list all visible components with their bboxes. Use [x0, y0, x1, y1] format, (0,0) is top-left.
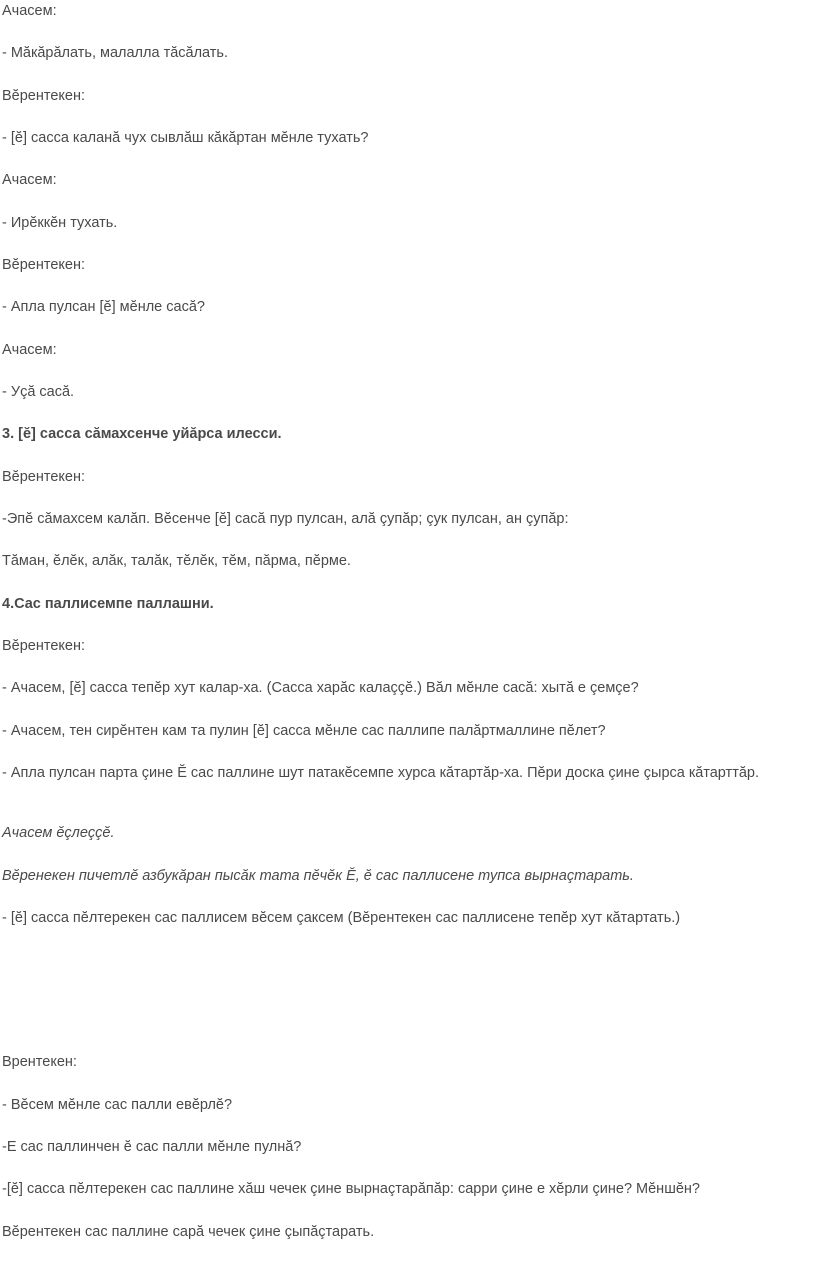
- paragraph: - Уçă сасă.: [2, 384, 75, 400]
- speaker-label: Ачасем:: [2, 172, 57, 188]
- paragraph: - Ачасем, [ĕ] сасса тепĕр хут калар-ха. (Сасса харăс калаççĕ.) Вăл мĕнле сасă: хытă е çемçе?: [2, 680, 639, 696]
- paragraph: - Ачасем, тен сирĕнтен кам та пулин [ĕ] сасса мĕнле сас паллипе палăртмаллине пĕлет?: [2, 723, 606, 739]
- paragraph: - Апла пулсан [ĕ] мĕнле сасă?: [2, 299, 205, 315]
- paragraph: -Е сас паллинчен ĕ сас палли мĕнле пулнă?: [2, 1139, 302, 1155]
- section-heading: 4.Сас паллисемпе паллашни.: [2, 596, 214, 612]
- paragraph: - Вĕсем мĕнле сас палли евĕрлĕ?: [2, 1097, 233, 1113]
- paragraph: -[ĕ] сасса пĕлтерекен сас паллине хăш чечек çине вырнаçтарăпăр: сарри çине е хĕрли çине? Мĕншĕн?: [2, 1181, 700, 1197]
- paragraph: - [ĕ] сасса пĕлтерекен сас паллисем вĕсем çаксем (Вĕрентекен сас паллисене тепĕр хут кăтартать.): [2, 910, 681, 926]
- speaker-label: Вĕрентекен:: [2, 638, 86, 654]
- speaker-label: Ачасем:: [2, 3, 57, 19]
- paragraph: - Мăкăрăлать, малалла тăсăлать.: [2, 45, 229, 61]
- speaker-label: Вĕрентекен:: [2, 257, 86, 273]
- paragraph: - Ирĕккĕн тухать.: [2, 215, 118, 231]
- paragraph: - [ĕ] сасса каланă чух сывлăш кăкăртан мĕнле тухать?: [2, 130, 369, 146]
- paragraph: Тăман, ĕлĕк, алăк, талăк, тĕлĕк, тĕм, пăрма, пĕрме.: [2, 553, 351, 569]
- speaker-label: Вĕрентекен:: [2, 469, 86, 485]
- speaker-label: Ачасем:: [2, 342, 57, 358]
- paragraph: -Эпĕ сăмахсем калăп. Вĕсенче [ĕ] сасă пур пулсан, алă çупăр; çук пулсан, ан çупăр:: [2, 511, 569, 527]
- paragraph: Вĕрентекен сас паллине сарă чечек çине çыпăçтарать.: [2, 1224, 375, 1240]
- speaker-label: Врентекен:: [2, 1054, 77, 1070]
- italic-note: Ачасем ĕçлеççĕ.: [2, 825, 115, 841]
- speaker-label: Вĕрентекен:: [2, 88, 86, 104]
- section-heading: 3. [ĕ] сасса сăмахсенче уйăрса илесси.: [2, 426, 282, 442]
- italic-note: Вĕренекен пичетлĕ азбукăран пысăк тата пĕчĕк Ĕ, ĕ сас паллисене тупса вырнаçтарать.: [2, 868, 634, 884]
- paragraph: - Апла пулсан парта çине Ĕ сас паллине шут патакĕсемпе хурса кăтартăр-ха. Пĕри доска çине çырса кăтарттăр.: [2, 765, 759, 781]
